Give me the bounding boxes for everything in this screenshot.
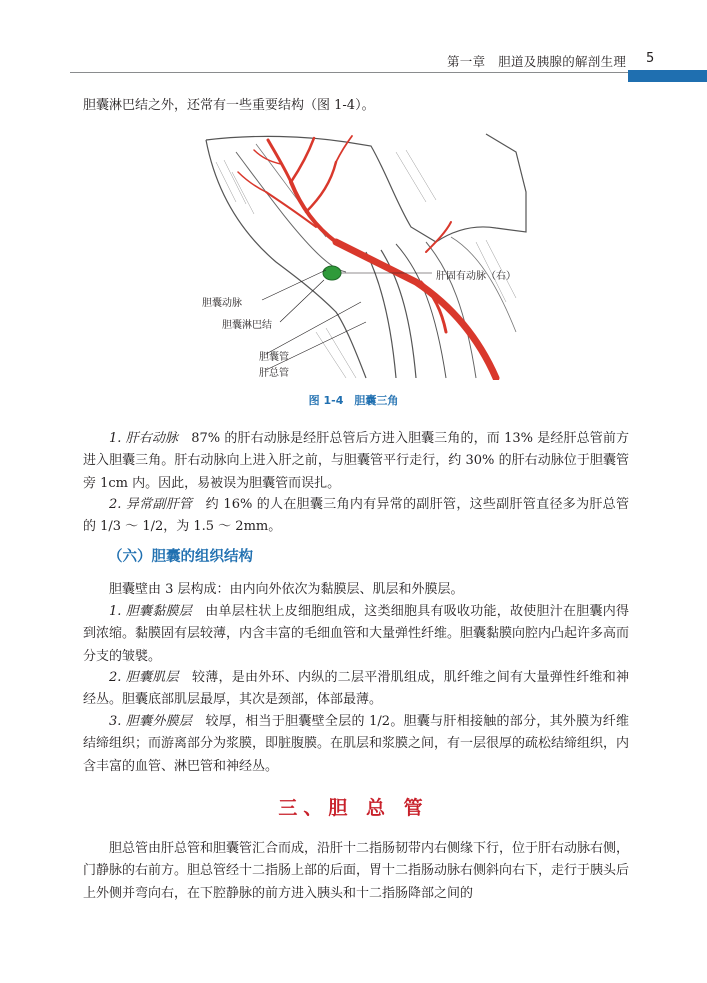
page-number: 5	[646, 51, 655, 66]
header-accent-bar	[628, 70, 707, 82]
label-cystic-artery: 胆囊动脉	[202, 298, 242, 309]
paragraph-text: 87% 的肝右动脉是经肝总管后方进入胆囊三角的，而 13% 是经肝总管前方进入胆囊三角。肝右动脉向上进入肝之前，与胆囊管平行走行，约 30% 的肝右动脉位于胆囊管旁 1cm 内。因此，易被误为胆囊管而误扎。	[83, 431, 630, 491]
label-cystic-duct: 胆囊管	[259, 352, 289, 363]
term-adventitia: 3. 胆囊外膜层	[109, 714, 193, 729]
header-rule	[70, 72, 630, 73]
paragraph-text: 由单层柱状上皮细胞组成，这类细胞具有吸收功能，故使胆汁在胆囊内得到浓缩。黏膜固有层较薄，内含丰富的毛细血管和大量弹性纤维。胆囊黏膜向腔内凸起许多高而分支的皱襞。	[83, 604, 630, 664]
paragraph-adventitia	[83, 711, 629, 778]
subsection-intro: 胆囊壁由 3 层构成：由内向外依次为黏膜层、肌层和外膜层。	[109, 582, 464, 597]
section-heading: 三、胆 总 管	[278, 797, 429, 819]
paragraph-right-hepatic-artery	[83, 428, 629, 495]
term-muscularis: 2. 胆囊肌层	[109, 670, 179, 685]
term-mucosa: 1. 胆囊黏膜层	[109, 604, 193, 619]
paragraph-text: 较厚，相当于胆囊壁全层的 1/2。胆囊与肝相接触的部分，其外膜为纤维结缔组织；而游离部分为浆膜，即脏腹膜。在肌层和浆膜之间，有一层很厚的疏松结缔组织，内含丰富的血管、淋巴管和神经丛。	[83, 714, 630, 774]
paragraph-accessory-duct	[83, 494, 629, 539]
term-accessory-duct: 2. 异常副肝管	[109, 497, 193, 512]
paragraph-muscularis	[83, 667, 629, 712]
subsection-heading: （六）胆囊的组织结构	[108, 549, 253, 565]
intro-line: 胆囊淋巴结之外，还常有一些重要结构（图 1-4）。	[83, 98, 375, 113]
running-header-title: 第一章 胆道及胰腺的解剖生理	[447, 54, 627, 69]
lymph-node-marker	[323, 266, 341, 280]
term-right-hepatic-artery: 1. 肝右动脉	[109, 431, 179, 446]
label-right-hepatic-artery: 肝固有动脉（右）	[436, 271, 516, 282]
label-cystic-lymph-node: 胆囊淋巴结	[222, 320, 272, 331]
figure-caption: 图 1-4 胆囊三角	[308, 394, 399, 407]
paragraph-mucosa	[83, 601, 629, 668]
paragraph-common-bile-duct: 胆总管由肝总管和胆囊管汇合而成，沿肝十二指肠韧带内右侧缘下行，位于肝右动脉右侧，门静脉的右前方。胆总管经十二指肠上部的后面，胃十二指肠动脉右侧斜向右下，走行于胰头后上外侧并弯向右，在下腔静脉的前方进入胰头和十二指肠降部之间的	[83, 841, 630, 901]
paragraph-text: 较薄，是由外环、内纵的二层平滑肌组成，肌纤维之间有大量弹性纤维和神经丛。胆囊底部肌层最厚，其次是颈部，体部最薄。	[83, 670, 629, 708]
figure-gallbladder-triangle	[196, 132, 530, 380]
label-common-hepatic-duct: 肝总管	[259, 368, 289, 379]
paragraph-text: 约 16% 的人在胆囊三角内有异常的副肝管，这些副肝管直径多为肝总管的 1/3 ～ 1/2，为 1.5 ～ 2mm。	[83, 497, 629, 535]
anatomy-illustration	[196, 132, 530, 380]
